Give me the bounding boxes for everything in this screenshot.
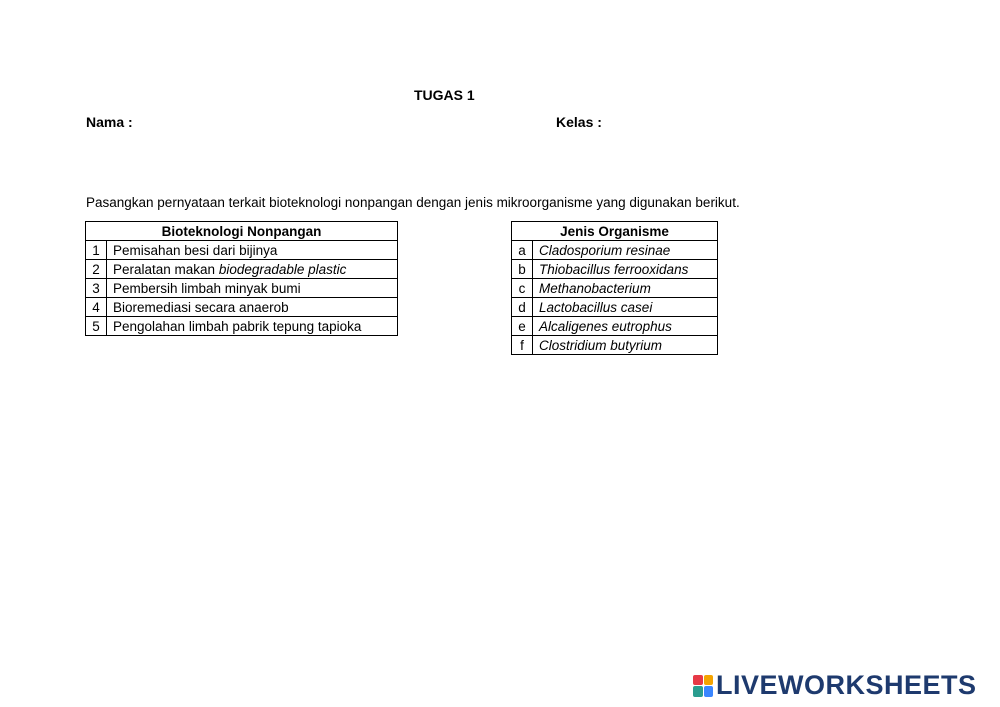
logo-square-yellow [704,675,714,686]
row-number: 5 [86,317,107,336]
bioteknologi-table [85,221,398,336]
row-number: 3 [86,279,107,298]
table-row [512,298,718,317]
organism-name: Alcaligenes eutrophus [533,317,718,336]
logo-square-green [693,686,703,697]
nama-label: Nama : [86,114,133,130]
row-letter: a [512,241,533,260]
organism-name: Clostridium butyrium [533,336,718,355]
table-row [86,260,398,279]
table-row [512,241,718,260]
organisme-table [511,221,718,355]
table-row [512,317,718,336]
row-number: 4 [86,298,107,317]
liveworksheets-logo [693,670,977,701]
row-text [107,260,398,279]
row-letter: d [512,298,533,317]
instruction-text: Pasangkan pernyataan terkait bioteknologi nonpangan dengan jenis mikroorganisme yang digunakan berikut. [86,195,740,210]
bioteknologi-header: Bioteknologi Nonpangan [86,222,398,241]
kelas-label: Kelas : [556,114,602,130]
logo-text: LIVEWORKSHEETS [716,670,977,700]
logo-mark-icon [693,675,713,697]
row-text-italic: biodegradable plastic [218,261,347,277]
table-row [512,260,718,279]
row-text: Pengolahan limbah pabrik tepung tapioka [107,317,398,336]
organism-name: Methanobacterium [533,279,718,298]
table-row [86,279,398,298]
row-letter: e [512,317,533,336]
logo-square-blue [704,686,714,697]
organism-name: Cladosporium resinae [533,241,718,260]
organisme-header: Jenis Organisme [512,222,718,241]
organism-name: Lactobacillus casei [533,298,718,317]
table-row [86,241,398,260]
row-letter: b [512,260,533,279]
table-row [512,279,718,298]
table-row [86,298,398,317]
logo-square-red [693,675,703,686]
row-number: 2 [86,260,107,279]
row-text-plain: Peralatan makan [113,261,219,277]
table-header-row [86,222,398,241]
table-row [86,317,398,336]
row-text: Bioremediasi secara anaerob [107,298,398,317]
row-text: Pembersih limbah minyak bumi [107,279,398,298]
worksheet-title: TUGAS 1 [414,87,475,103]
organism-name: Thiobacillus ferrooxidans [533,260,718,279]
row-letter: c [512,279,533,298]
row-number: 1 [86,241,107,260]
row-letter: f [512,336,533,355]
table-row [512,336,718,355]
row-text: Pemisahan besi dari bijinya [107,241,398,260]
table-header-row [512,222,718,241]
